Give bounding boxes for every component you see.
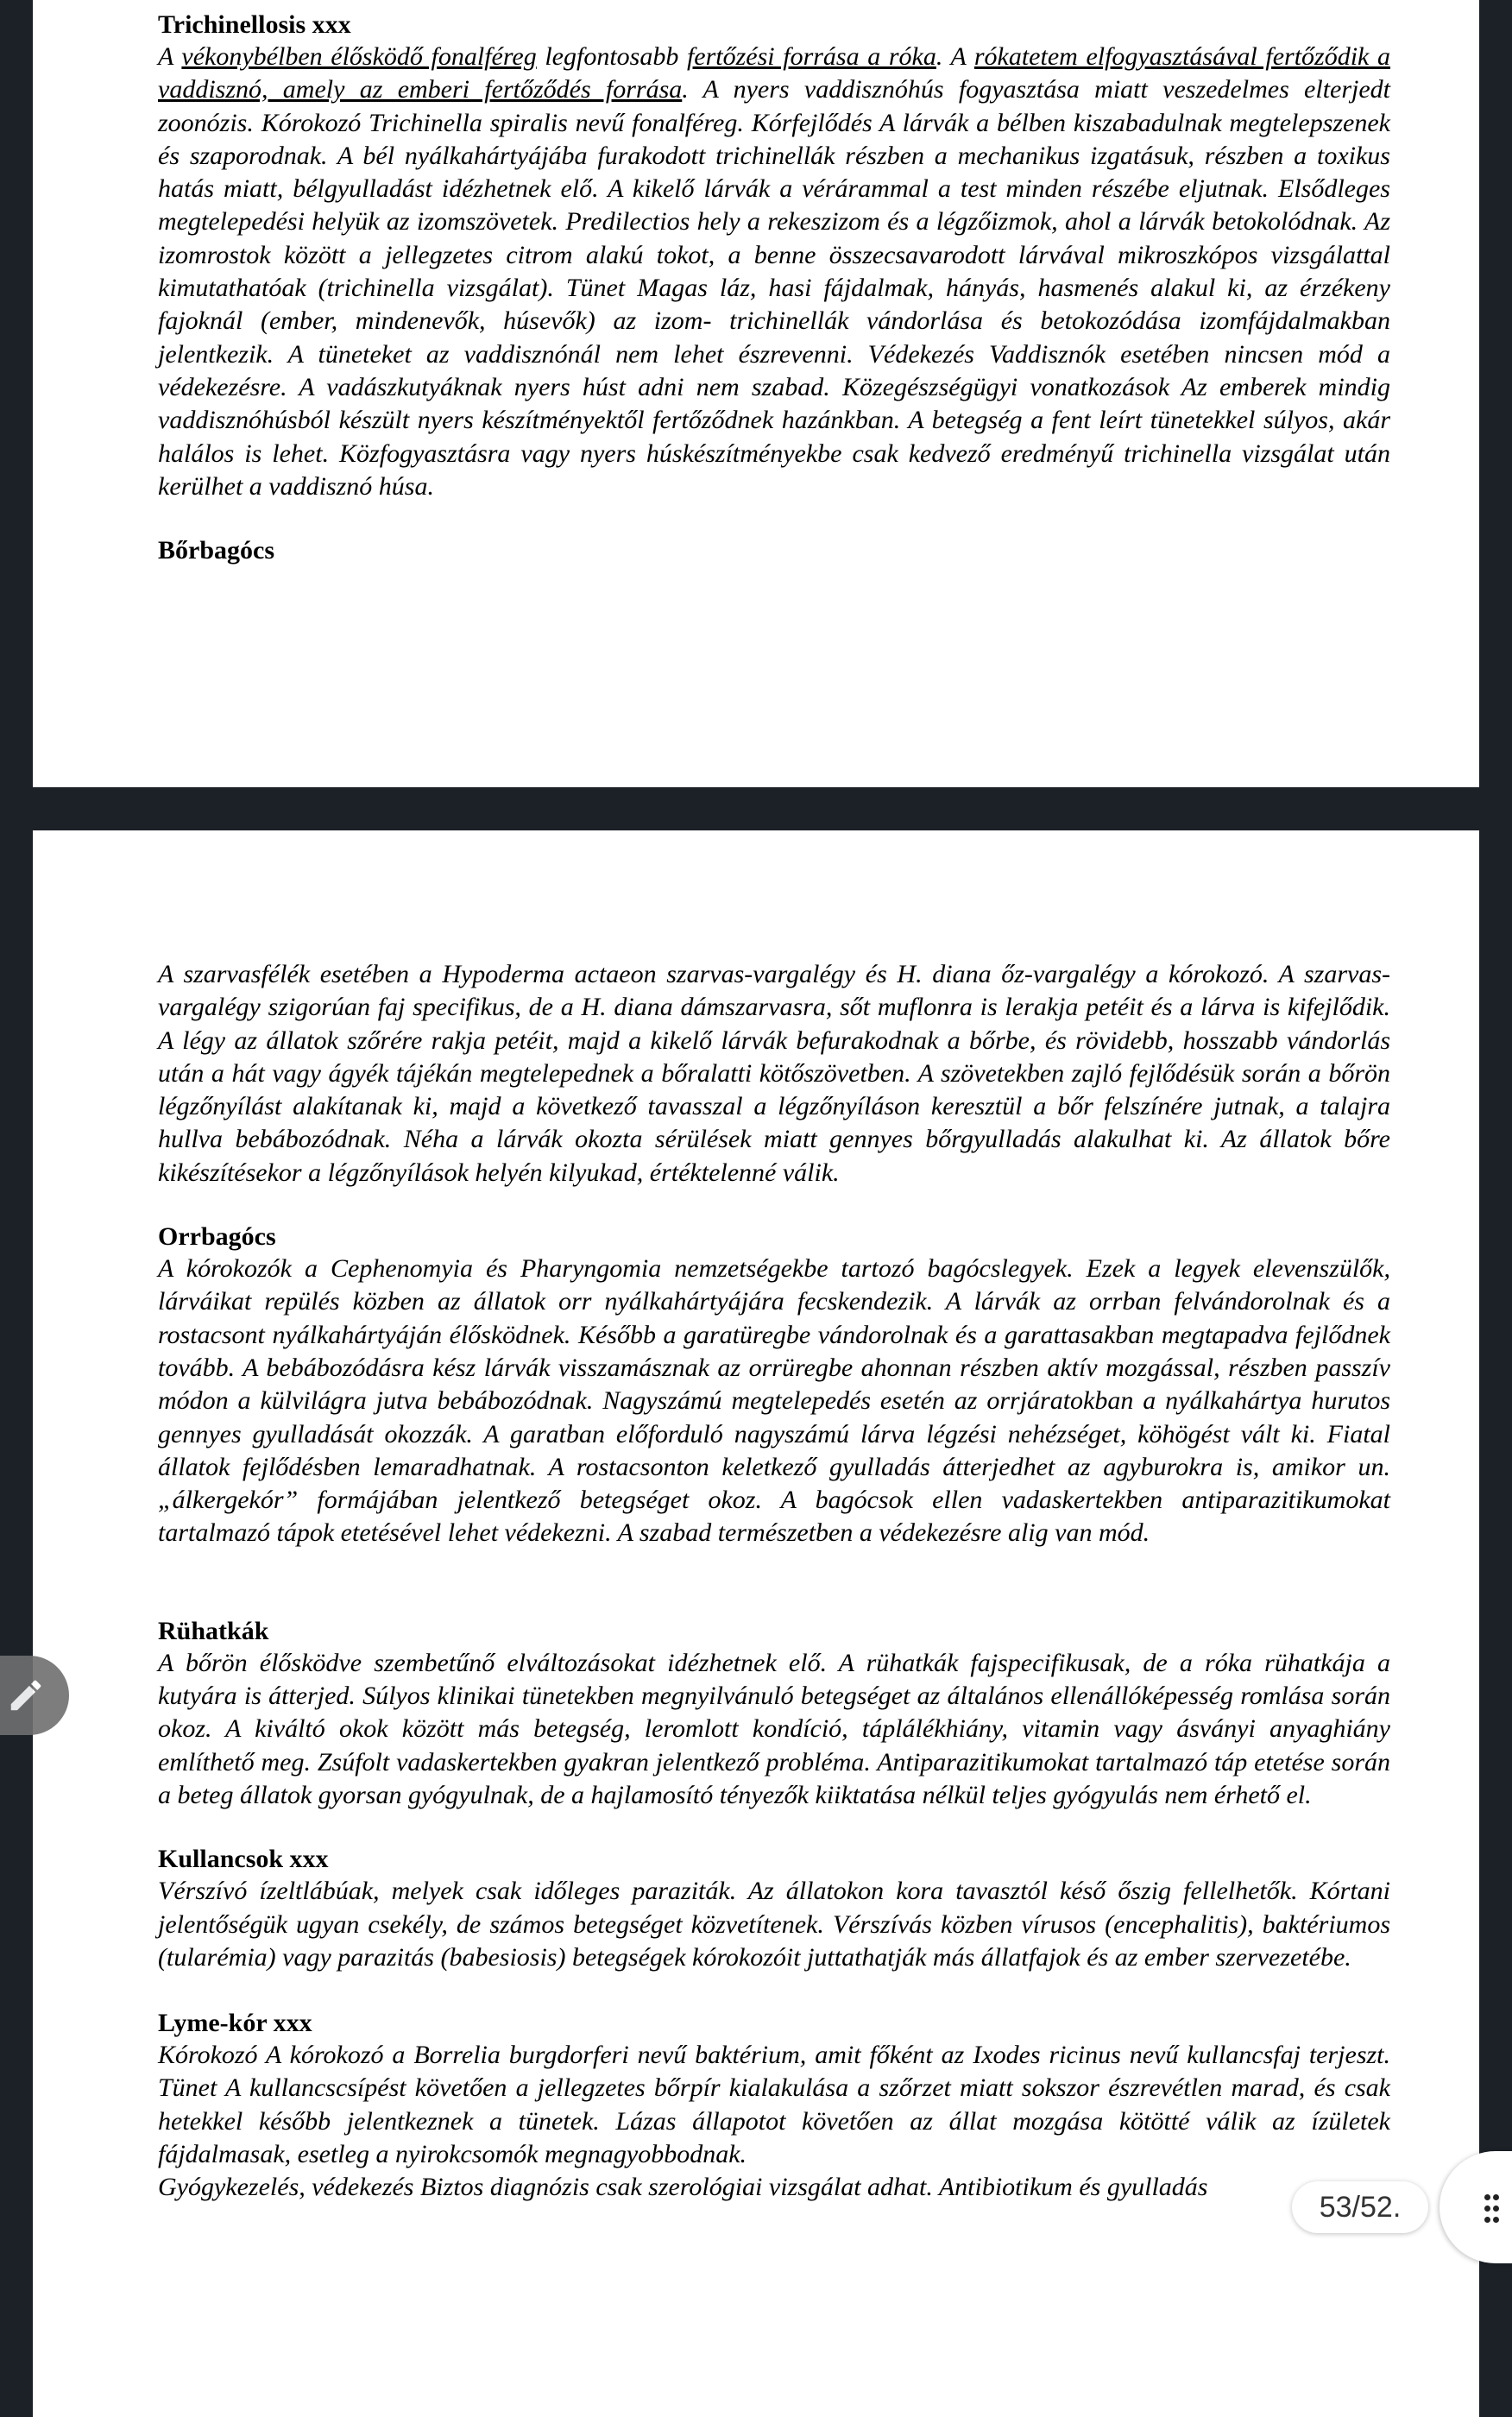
heading-kullancsok: Kullancsok xxx — [158, 1845, 329, 1874]
page-2-content — [158, 958, 1390, 2203]
document-page-2 — [33, 830, 1479, 2417]
underlined-text: fertőzési forrása a róka — [686, 42, 936, 71]
heading-borbagocs: Bőrbagócs — [158, 536, 274, 565]
pencil-icon — [6, 1675, 46, 1715]
underlined-text: vékonybélben élősködő fonalféreg — [181, 42, 537, 71]
heading-orrbagocs: Orrbagócs — [158, 1222, 276, 1252]
paragraph-trichinellosis: A vékonybélben élősködő fonalféreg legfontosabb fertőzési forrása a róka. A rókatetem elfogyasztásával fertőződik a vaddisznó, amely az emberi fertőződés forrása. A nyers vaddisznóhús fogyasztása miatt veszedelmes elterjedt zoonózis. Kórokozó Trichinella spiralis nevű fonalféreg. Kórfejlődés A lárvák a bélben kiszabadulnak megtelepszenek és szaporodnak. A bél nyálkahártyájába furakodott trichinellák részben a mechanikus izgatásuk, részben a toxikus hatás miatt, bélgyulladást idézhetnek elő. A kikelő lárvák a vérárammal a test minden részébe eljutnak. Elsődleges megtelepedési helyük az izomszövetek. Predilectios hely a rekeszizom és a légzőizmok, ahol a lárvák betokolódnak. Az izomrostok között a jellegzetes citrom alakú tokot, a benne összecsavarodott lárvával mikroszkópos vizsgálattal kimutathatóak (trichinella vizsgálat). Tünet Magas láz, hasi fájdalmak, hányás, hasmenés alakul ki, az érzékeny fajoknál (ember, mindenevők, húsevők) az izom- trichinellák vándorlása és betokozódása izomfájdalmakban jelentkezik. A tüneteket az vaddisznónál nem lehet észrevenni. Védekezés Vaddisznók esetében nincsen mód a védekezésre. A vadászkutyáknak nyers húst adni nem szabad. Közegészségügyi vonatkozások Az emberek mindig vaddisznóhúsból készült nyers készítményektől fertőződnek hazánkban. A betegség a fent leírt tünetekkel súlyos, akár halálos is lehet. Közfogyasztásra vagy nyers húskészítményekbe csak kedvező eredményű trichinella vizsgálat után kerülhet a vaddisznó húsa. — [158, 42, 1390, 501]
paragraph-orrbagocs: A kórokozók a Cephenomyia és Pharyngomia nemzetségekbe tartozó bagócslegyek. Ezek a legyek elevenszülők, lárváikat repülés közben az állatok orr nyálkahártyájára fecskendezik. A lárvák az orrban felvándorolnak és a rostacsont nyálkahártyáján élősködnek. Később a garatüregbe vándorolnak és a garattasakban megtapadva fejlődnek tovább. A bebábozódásra kész lárvák visszamásznak az orrüregbe ahonnan részben aktív mozgással, részben passzív módon a külvilágra jutva bebábozódnak. Nagyszámú megtelepedés esetén az orrjáratokban a nyálkahártya hurutos gennyes gyulladását okozzák. A garatban előforduló nagyszámú lárva légzési nehézséget, köhögést vált ki. Fiatal állatok fejlődésben lemaradhatnak. A rostacsonton keletkező gyulladás átterjedhet az agyburokra is, amikor un. „álkergekór” formájában jelentkező betegséget okoz. A bagócsok ellen vadaskertekben antiparazitikumokat tartalmazó tápok etetésével lehet védekezni. A szabad természetben a védekezésre alig van mód. — [158, 1254, 1390, 1548]
page-indicator: 53/52. — [1292, 2181, 1428, 2233]
document-page-1 — [33, 0, 1479, 787]
paragraph-lyme-kor: Kórokozó A kórokozó a Borrelia burgdorferi nevű baktérium, amit főként az Ixodes ricinus nevű kullancsfaj terjeszt. Tünet A kullancscsípést követően a jellegzetes bőrpír kialakulása a szőrzet miatt sokszor észrevétlen marad, és csak hetekkel később jelentkeznek a tünetek. Lázas állapotot követően az állat mozgása kötötté válik az ízületek fájdalmasak, esetleg a nyirokcsomók megnagyobbodnak. — [158, 2041, 1390, 2169]
page-1-content — [158, 9, 1390, 566]
heading-lyme-kor: Lyme-kór xxx — [158, 2009, 312, 2038]
heading-ruhatkak: Rühatkák — [158, 1616, 269, 1645]
heading-trichinellosis: Trichinellosis xxx — [158, 10, 351, 39]
underlined-text: rókatetem elfogyasztásával fertőződik a vaddisznó, amely az emberi fertőződés forrása — [158, 42, 1390, 104]
drag-dots-icon — [1484, 2194, 1498, 2224]
paragraph-borbagocs-continued: A szarvasfélék esetében a Hypoderma actaeon szarvas-vargalégy és H. diana őz-vargalégy a kórokozó. A szarvas-vargalégy szigorúan faj specifikus, de a H. diana dámszarvasra, sőt muflonra is lerakja petéit és a lárva is kifejlődik. A légy az állatok szőrére rakja petéit, majd a kikelő lárvák befurakodnak a bőrbe, és rövidebb, hosszabb vándorlás után a hát vagy ágyék tájékán megtelepednek a bőralatti kötőszövetben. A szövetekben zajló fejlődésük során a bőrön légzőnyílást alakítanak ki, majd a következő tavasszal a légzőnyíláson keresztül a bőr felszínére jutnak, a talajra hullva bebábozódnak. Néha a lárvák okozta sérülések miatt gennyes bőrgyulladás alakulhat ki. Az állatok bőre kikészítésekor a légzőnyílások helyén kilyukad, értéktelenné válik. — [158, 960, 1390, 1187]
clipped-text-line: Gyógykezelés, védekezés Biztos diagnózis csak szerológiai vizsgálat adhat. Antibiotikum és gyulladás — [158, 2173, 1208, 2202]
paragraph-kullancsok: Vérszívó ízeltlábúak, melyek csak időleges paraziták. Az állatokon kora tavasztól késő őszig fellelhetők. Kórtani jelentőségük ugyan csekély, de számos betegséget közvetítenek. Vérszívás közben vírusos (encephalitis), baktériumos (tularémia) vagy parazitás (babesiosis) betegségek kórokozóit juttathatják más állatfajok és az ember szervezetébe. — [158, 1877, 1390, 1972]
paragraph-ruhatkak: A bőrön élősködve szembetűnő elváltozásokat idézhetnek elő. A rühatkák fajspecifikusak, de a róka rühatkája a kutyára is átterjed. Súlyos klinikai tünetekben megnyilvánuló betegséget az általános ellenállóképesség romlása során okoz. A kiváltó okok között más betegség, leromlott kondíció, táplálékhiány, vitamin vagy ásványi anyaghiány említhető meg. Zsúfolt vadaskertekben gyakran jelentkező probléma. Antiparazitikumokat tartalmazó táp etetése során a beteg állatok gyorsan gyógyulnak, de a hajlamosító tényezők kiiktatása nélkül teljes gyógyulás nem érhető el. — [158, 1648, 1390, 1809]
